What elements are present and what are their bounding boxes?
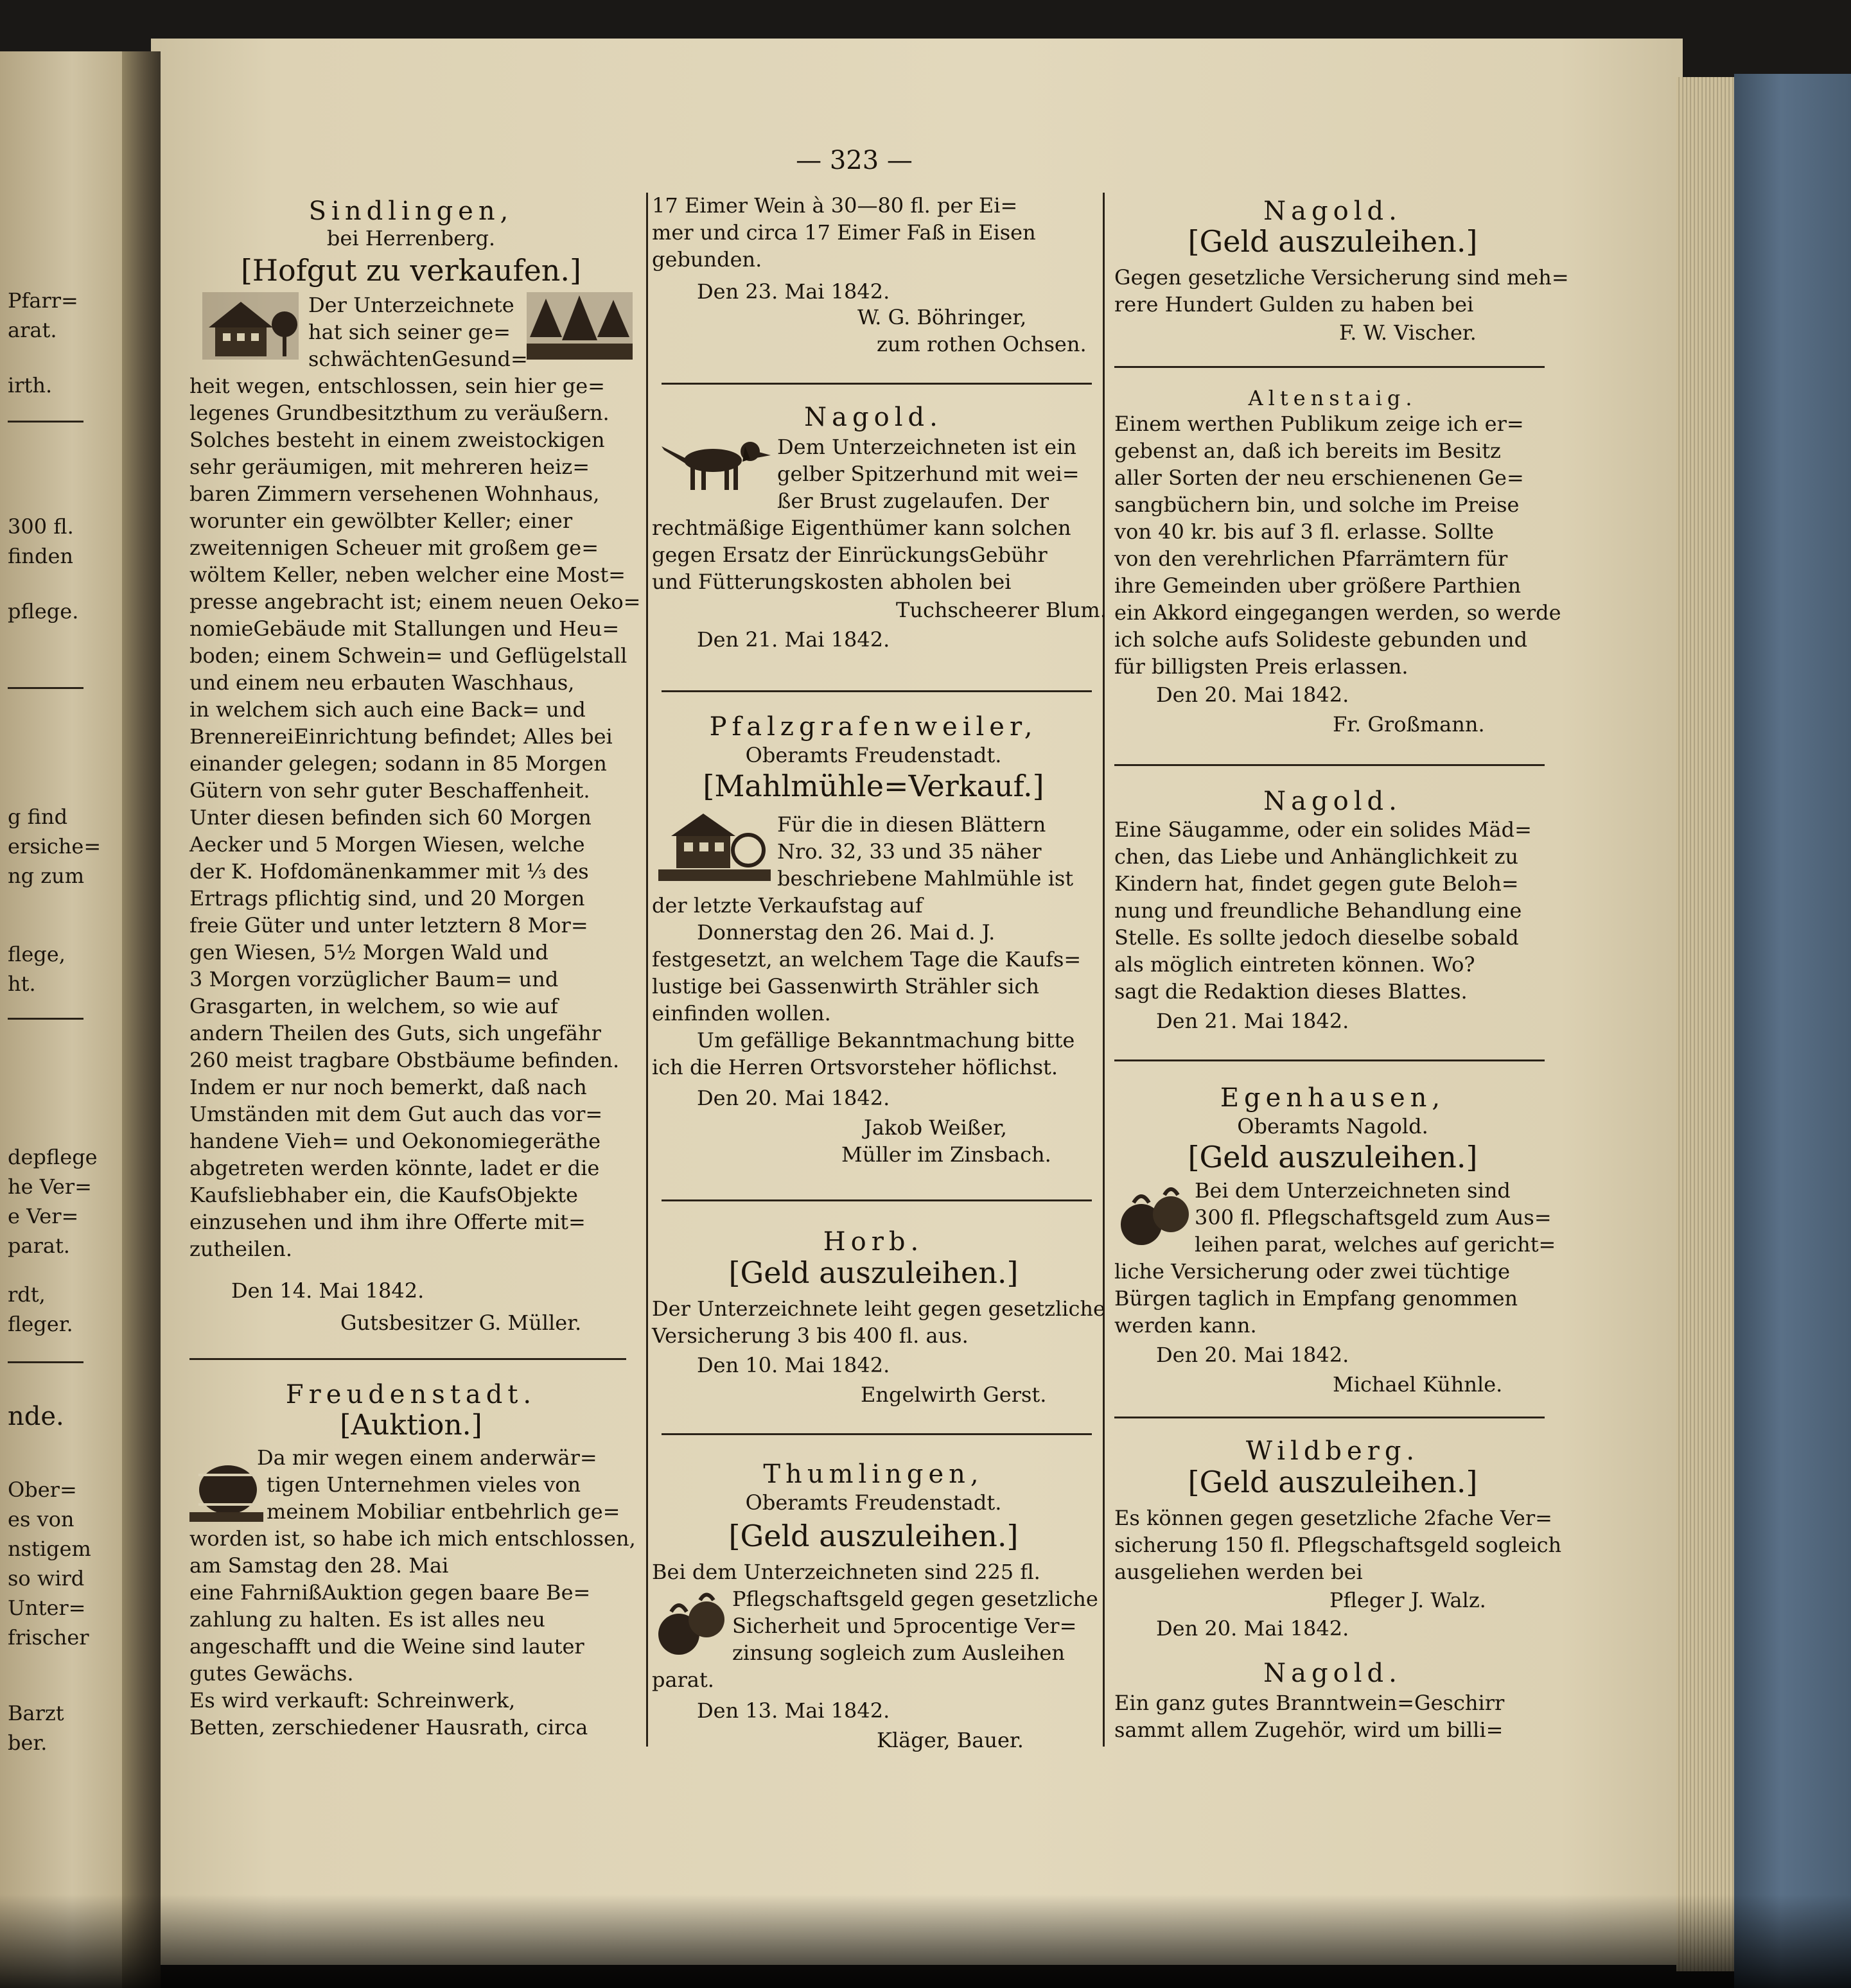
body-line: hat sich seiner ge= xyxy=(308,320,511,344)
body-line: Indem er nur noch bemerkt, daß nach xyxy=(189,1075,587,1099)
body-line: Sicherheit und 5procentige Ver= xyxy=(732,1614,1077,1638)
body-line: 3 Morgen vorzüglicher Baum= und xyxy=(189,967,559,991)
body-line: mer und circa 17 Eimer Faß in Eisen xyxy=(652,220,1036,245)
divider xyxy=(8,687,83,689)
ad-heading: [Hofgut zu verkaufen.] xyxy=(240,253,581,288)
body-line: Bei dem Unterzeichneten sind xyxy=(1195,1178,1511,1203)
body-line: Nro. 32, 33 und 35 näher xyxy=(777,839,1042,864)
money-bags-woodcut-icon xyxy=(652,1586,729,1663)
body-line: Donnerstag den 26. Mai d. J. xyxy=(697,920,996,945)
ad-heading: [Geld auszuleihen.] xyxy=(1188,1140,1478,1174)
prev-fragment: irth. xyxy=(8,373,53,397)
ad-place: Thumlingen, xyxy=(763,1460,984,1489)
body-line: Umständen mit dem Gut auch das vor= xyxy=(189,1102,603,1126)
body-line: angeschafft und die Weine sind lauter xyxy=(189,1634,584,1659)
prev-fragment: 300 fl. xyxy=(8,514,74,539)
divider xyxy=(1114,764,1545,766)
body-line: Um gefällige Bekanntmachung bitte xyxy=(697,1028,1075,1052)
prev-fragment: e Ver= xyxy=(8,1204,79,1228)
ad-date: Den 20. Mai 1842. xyxy=(1156,1343,1349,1367)
body-line: gegen Ersatz der EinrückungsGebühr xyxy=(652,543,1048,567)
prev-fragment: ber. xyxy=(8,1731,48,1755)
body-line: als möglich eintreten können. Wo? xyxy=(1114,952,1475,977)
body-line: Betten, zerschiedener Hausrath, circa xyxy=(189,1715,588,1740)
barrel-woodcut-icon xyxy=(189,1461,263,1522)
body-line: zahlung zu halten. Es ist alles neu xyxy=(189,1607,545,1632)
body-line: worunter ein gewölbter Keller; einer xyxy=(189,509,573,533)
ad-place: Nagold. xyxy=(1263,196,1402,226)
body-line: wöltem Keller, neben welcher eine Most= xyxy=(189,562,626,587)
trees-woodcut-icon xyxy=(527,292,633,360)
book-gutter xyxy=(122,51,161,1988)
body-line: gen Wiesen, 5½ Morgen Wald und xyxy=(189,940,548,964)
ad-signature: W. G. Böhringer, xyxy=(857,305,1027,329)
body-line: Solches besteht in einem zweistockigen xyxy=(189,428,605,452)
body-line: presse angebracht ist; einem neuen Oeko= xyxy=(189,589,641,614)
prev-fragment: parat. xyxy=(8,1234,70,1258)
body-line: Kindern hat, findet gegen gute Beloh= xyxy=(1114,871,1519,896)
ad-heading: [Mahlmühle=Verkauf.] xyxy=(703,769,1044,803)
body-line: legenes Grundbesitzthum zu veräußern. xyxy=(189,401,610,425)
body-line: 17 Eimer Wein à 30—80 fl. per Ei= xyxy=(652,193,1018,218)
body-line: 300 fl. Pflegschaftsgeld zum Aus= xyxy=(1195,1205,1552,1230)
ad-place: Egenhausen, xyxy=(1220,1083,1446,1113)
body-line: Es wird verkauft: Schreinwerk, xyxy=(189,1688,516,1713)
ad-signature: Müller im Zinsbach. xyxy=(841,1142,1051,1167)
body-line: aller Sorten der neu erschienenen Ge= xyxy=(1114,466,1524,490)
ad-place: Sindlingen, xyxy=(308,196,514,226)
ad-place: Nagold. xyxy=(804,403,943,432)
ad-place: Freudenstadt. xyxy=(285,1380,537,1409)
ad-date: Den 20. Mai 1842. xyxy=(1156,1616,1349,1641)
ad-heading: [Auktion.] xyxy=(340,1409,482,1442)
ad-signature: Kläger, Bauer. xyxy=(877,1728,1024,1752)
body-line: zutheilen. xyxy=(189,1237,293,1261)
body-line: Ein ganz gutes Branntwein=Geschirr xyxy=(1114,1691,1505,1715)
body-line: beschriebene Mahlmühle ist xyxy=(777,866,1074,891)
body-line: gutes Gewächs. xyxy=(189,1661,354,1686)
body-line: für billigsten Preis erlassen. xyxy=(1114,654,1408,679)
page-number: — 323 — xyxy=(796,146,913,175)
divider xyxy=(662,1199,1092,1201)
body-line: rechtmäßige Eigenthümer kann solchen xyxy=(652,516,1071,540)
body-line: andern Theilen des Guts, sich ungefähr xyxy=(189,1021,601,1045)
ad-place: Pfalzgrafenweiler, xyxy=(709,712,1038,742)
prev-fragment: he Ver= xyxy=(8,1174,92,1199)
divider xyxy=(662,690,1092,692)
body-line: handene Vieh= und Oekonomiegeräthe xyxy=(189,1129,601,1153)
body-line: Einem werthen Publikum zeige ich er= xyxy=(1114,412,1524,436)
body-line: schwächtenGesund= xyxy=(308,347,528,371)
body-line: ich die Herren Ortsvorsteher höflichst. xyxy=(652,1055,1058,1079)
body-line: Stelle. Es sollte jedoch dieselbe sobald xyxy=(1114,925,1519,950)
body-line: BrennereiEinrichtung befindet; Alles bei xyxy=(189,724,613,749)
body-line: liche Versicherung oder zwei tüchtige xyxy=(1114,1259,1511,1284)
body-line: worden ist, so habe ich mich entschlossen, xyxy=(189,1526,636,1551)
ad-signature: Michael Kühnle. xyxy=(1333,1372,1503,1397)
ad-subplace: Oberamts Freudenstadt. xyxy=(745,1490,1002,1515)
prev-fragment: rdt, xyxy=(8,1282,46,1307)
divider xyxy=(8,421,83,423)
body-line: Da mir wegen einem anderwär= xyxy=(257,1445,597,1470)
ad-date: Den 10. Mai 1842. xyxy=(697,1353,890,1377)
body-line: lustige bei Gassenwirth Strähler sich xyxy=(652,974,1039,998)
body-line: am Samstag den 28. Mai xyxy=(189,1553,449,1578)
prev-fragment: depflege xyxy=(8,1145,98,1169)
prev-fragment: flege, xyxy=(8,942,66,966)
ad-date: Den 21. Mai 1842. xyxy=(1156,1009,1349,1033)
prev-fragment: Unter= xyxy=(8,1596,86,1620)
bottom-shadow xyxy=(0,1894,1851,1988)
body-line: werden kann. xyxy=(1114,1313,1257,1338)
divider xyxy=(8,1018,83,1020)
ad-date: Den 23. Mai 1842. xyxy=(697,279,890,304)
prev-fragment: finden xyxy=(8,544,73,568)
body-line: der K. Hofdomänenkammer mit ⅓ des xyxy=(189,859,589,884)
body-line: freie Güter und unter letztern 8 Mor= xyxy=(189,913,588,937)
body-line: Bürgen taglich in Empfang genommen xyxy=(1114,1286,1518,1311)
body-line: ßer Brust zugelaufen. Der xyxy=(777,489,1049,513)
body-line: ausgeliehen werden bei xyxy=(1114,1560,1363,1584)
body-line: von den verehrlichen Pfarrämtern für xyxy=(1114,546,1508,571)
prev-fragment: Pfarr= xyxy=(8,288,78,313)
ad-subplace: Oberamts Nagold. xyxy=(1237,1114,1428,1138)
prev-fragment: ng zum xyxy=(8,864,85,888)
prev-fragment: arat. xyxy=(8,318,57,342)
body-line: von 40 kr. bis auf 3 fl. erlasse. Sollte xyxy=(1114,519,1494,544)
column-rule xyxy=(646,193,648,1747)
ad-date: Den 20. Mai 1842. xyxy=(1156,683,1349,707)
body-line: rere Hundert Gulden zu haben bei xyxy=(1114,292,1474,317)
ad-heading: [Geld auszuleihen.] xyxy=(1188,224,1478,259)
money-bags-woodcut-icon xyxy=(1114,1178,1195,1252)
ad-signature: Tuchscheerer Blum. xyxy=(896,598,1107,622)
body-line: und Fütterungskosten abholen bei xyxy=(652,570,1012,594)
ad-signature: Gutsbesitzer G. Müller. xyxy=(340,1311,582,1335)
body-line: eine FahrnißAuktion gegen baare Be= xyxy=(189,1580,591,1605)
farmhouse-woodcut-icon xyxy=(202,292,299,360)
body-line: einander gelegen; sodann in 85 Morgen xyxy=(189,751,607,776)
body-line: Kaufsliebhaber ein, die KaufsObjekte xyxy=(189,1183,578,1207)
divider xyxy=(1114,1417,1545,1418)
body-line: boden; einem Schwein= und Geflügelstall xyxy=(189,643,627,668)
dog-woodcut-icon xyxy=(662,433,771,494)
body-line: und einem neu erbauten Waschhaus, xyxy=(189,670,575,695)
body-line: Der Unterzeichnete xyxy=(308,293,514,317)
body-line: Es können gegen gesetzliche 2fache Ver= xyxy=(1114,1506,1552,1530)
body-line: Grasgarten, in welchem, so wie auf xyxy=(189,994,558,1018)
body-line: 260 meist tragbare Obstbäume befinden. xyxy=(189,1048,620,1072)
divider xyxy=(8,1361,83,1363)
divider xyxy=(1114,1059,1545,1061)
body-line: meinem Mobiliar entbehrlich ge= xyxy=(267,1499,620,1524)
body-line: sangbüchern bin, und solche im Preise xyxy=(1114,493,1520,517)
ad-date: Den 13. Mai 1842. xyxy=(697,1698,890,1723)
body-line: heit wegen, entschlossen, sein hier ge= xyxy=(189,374,605,398)
ad-heading: [Geld auszuleihen.] xyxy=(1188,1465,1478,1499)
body-line: ich solche aufs Solideste gebunden und xyxy=(1114,627,1528,652)
ad-place: Wildberg. xyxy=(1245,1436,1420,1466)
ad-place: Nagold. xyxy=(1263,1659,1402,1688)
ad-place: Horb. xyxy=(823,1227,924,1257)
body-line: einfinden wollen. xyxy=(652,1001,831,1025)
body-line: Gegen gesetzliche Versicherung sind meh= xyxy=(1114,265,1569,290)
ad-place: Nagold. xyxy=(1263,787,1402,816)
prev-fragment: Barzt xyxy=(8,1701,64,1725)
body-line: gelber Spitzerhund mit wei= xyxy=(777,462,1080,486)
prev-fragment: fleger. xyxy=(8,1312,73,1336)
body-line: ein Akkord eingegangen werden, so werde xyxy=(1114,600,1561,625)
ad-signature: Pfleger J. Walz. xyxy=(1329,1588,1486,1612)
body-line: in welchem sich auch eine Back= und xyxy=(189,697,586,722)
body-line: parat. xyxy=(652,1668,714,1692)
body-line: abgetreten werden könnte, ladet er die xyxy=(189,1156,600,1180)
body-line: Gütern von sehr guter Beschaffenheit. xyxy=(189,778,590,803)
divider xyxy=(189,1358,626,1360)
body-line: festgesetzt, an welchem Tage die Kaufs= xyxy=(652,947,1082,972)
prev-fragment: frischer xyxy=(8,1625,89,1650)
prev-fragment: nde. xyxy=(8,1402,64,1431)
body-line: nomieGebäude mit Stallungen und Heu= xyxy=(189,616,620,641)
body-line: Der Unterzeichnete leiht gegen gesetzliche xyxy=(652,1296,1105,1321)
ad-signature: Fr. Großmann. xyxy=(1333,712,1485,737)
book-cover-edge xyxy=(1734,74,1851,1988)
body-line: leihen parat, welches auf gericht= xyxy=(1195,1232,1556,1257)
prev-fragment: pflege. xyxy=(8,599,79,623)
ad-date: Den 14. Mai 1842. xyxy=(231,1278,425,1303)
prev-fragment: g find xyxy=(8,805,68,829)
column-rule xyxy=(1103,193,1105,1747)
prev-fragment: ht. xyxy=(8,972,36,996)
body-line: ihre Gemeinden uber größere Parthien xyxy=(1114,573,1522,598)
ad-place: Altenstaig. xyxy=(1248,386,1417,410)
divider xyxy=(1114,366,1545,368)
ad-heading: [Geld auszuleihen.] xyxy=(728,1519,1019,1553)
body-line: der letzte Verkaufstag auf xyxy=(652,893,923,918)
ad-signature: zum rothen Ochsen. xyxy=(877,332,1087,356)
body-line: Aecker und 5 Morgen Wiesen, welche xyxy=(189,832,585,857)
ad-signature: Engelwirth Gerst. xyxy=(861,1382,1047,1407)
body-line: Ertrags pflichtig sind, und 20 Morgen xyxy=(189,886,585,911)
body-line: Versicherung 3 bis 400 fl. aus. xyxy=(652,1323,969,1348)
prev-fragment: so wird xyxy=(8,1566,85,1591)
prev-fragment: Ober= xyxy=(8,1478,77,1502)
body-line: chen, das Liebe und Anhänglichkeit zu xyxy=(1114,844,1519,869)
body-line: sicherung 150 fl. Pflegschaftsgeld sogleich xyxy=(1114,1533,1562,1557)
body-line: nung und freundliche Behandlung eine xyxy=(1114,898,1522,923)
body-line: Für die in diesen Blättern xyxy=(777,812,1046,837)
body-line: sagt die Redaktion dieses Blattes. xyxy=(1114,979,1468,1004)
body-line: gebenst an, daß ich bereits im Besitz xyxy=(1114,439,1501,463)
ad-date: Den 20. Mai 1842. xyxy=(697,1086,890,1110)
body-line: baren Zimmern versehenen Wohnhaus, xyxy=(189,482,600,506)
body-line: zinsung sogleich zum Ausleihen xyxy=(732,1641,1065,1665)
prev-fragment: es von xyxy=(8,1507,75,1531)
body-line: sehr geräumigen, mit mehreren heiz= xyxy=(189,455,590,479)
body-line: tigen Unternehmen vieles von xyxy=(267,1472,581,1497)
ad-heading: [Geld auszuleihen.] xyxy=(728,1255,1019,1290)
ad-subplace: bei Herrenberg. xyxy=(326,226,496,250)
divider xyxy=(662,1433,1092,1435)
body-line: sammt allem Zugehör, wird um billi= xyxy=(1114,1718,1504,1742)
body-line: Unter diesen befinden sich 60 Morgen xyxy=(189,805,592,830)
body-line: Dem Unterzeichneten ist ein xyxy=(777,435,1076,459)
body-line: gebunden. xyxy=(652,247,762,272)
ad-signature: Jakob Weißer, xyxy=(864,1115,1007,1140)
mill-woodcut-icon xyxy=(658,810,771,881)
divider xyxy=(662,383,1092,385)
ad-date: Den 21. Mai 1842. xyxy=(697,627,890,652)
body-line: einzusehen und ihm ihre Offerte mit= xyxy=(189,1210,586,1234)
prev-fragment: ersiche= xyxy=(8,834,101,859)
body-line: Bei dem Unterzeichneten sind 225 fl. xyxy=(652,1560,1040,1584)
prev-fragment: nstigem xyxy=(8,1537,91,1561)
ad-signature: F. W. Vischer. xyxy=(1339,320,1477,345)
body-line: Eine Säugamme, oder ein solides Mäd= xyxy=(1114,817,1532,842)
body-line: zweitennigen Scheuer mit großem ge= xyxy=(189,536,599,560)
ad-subplace: Oberamts Freudenstadt. xyxy=(745,743,1002,767)
body-line: Pflegschaftsgeld gegen gesetzliche xyxy=(732,1587,1098,1611)
